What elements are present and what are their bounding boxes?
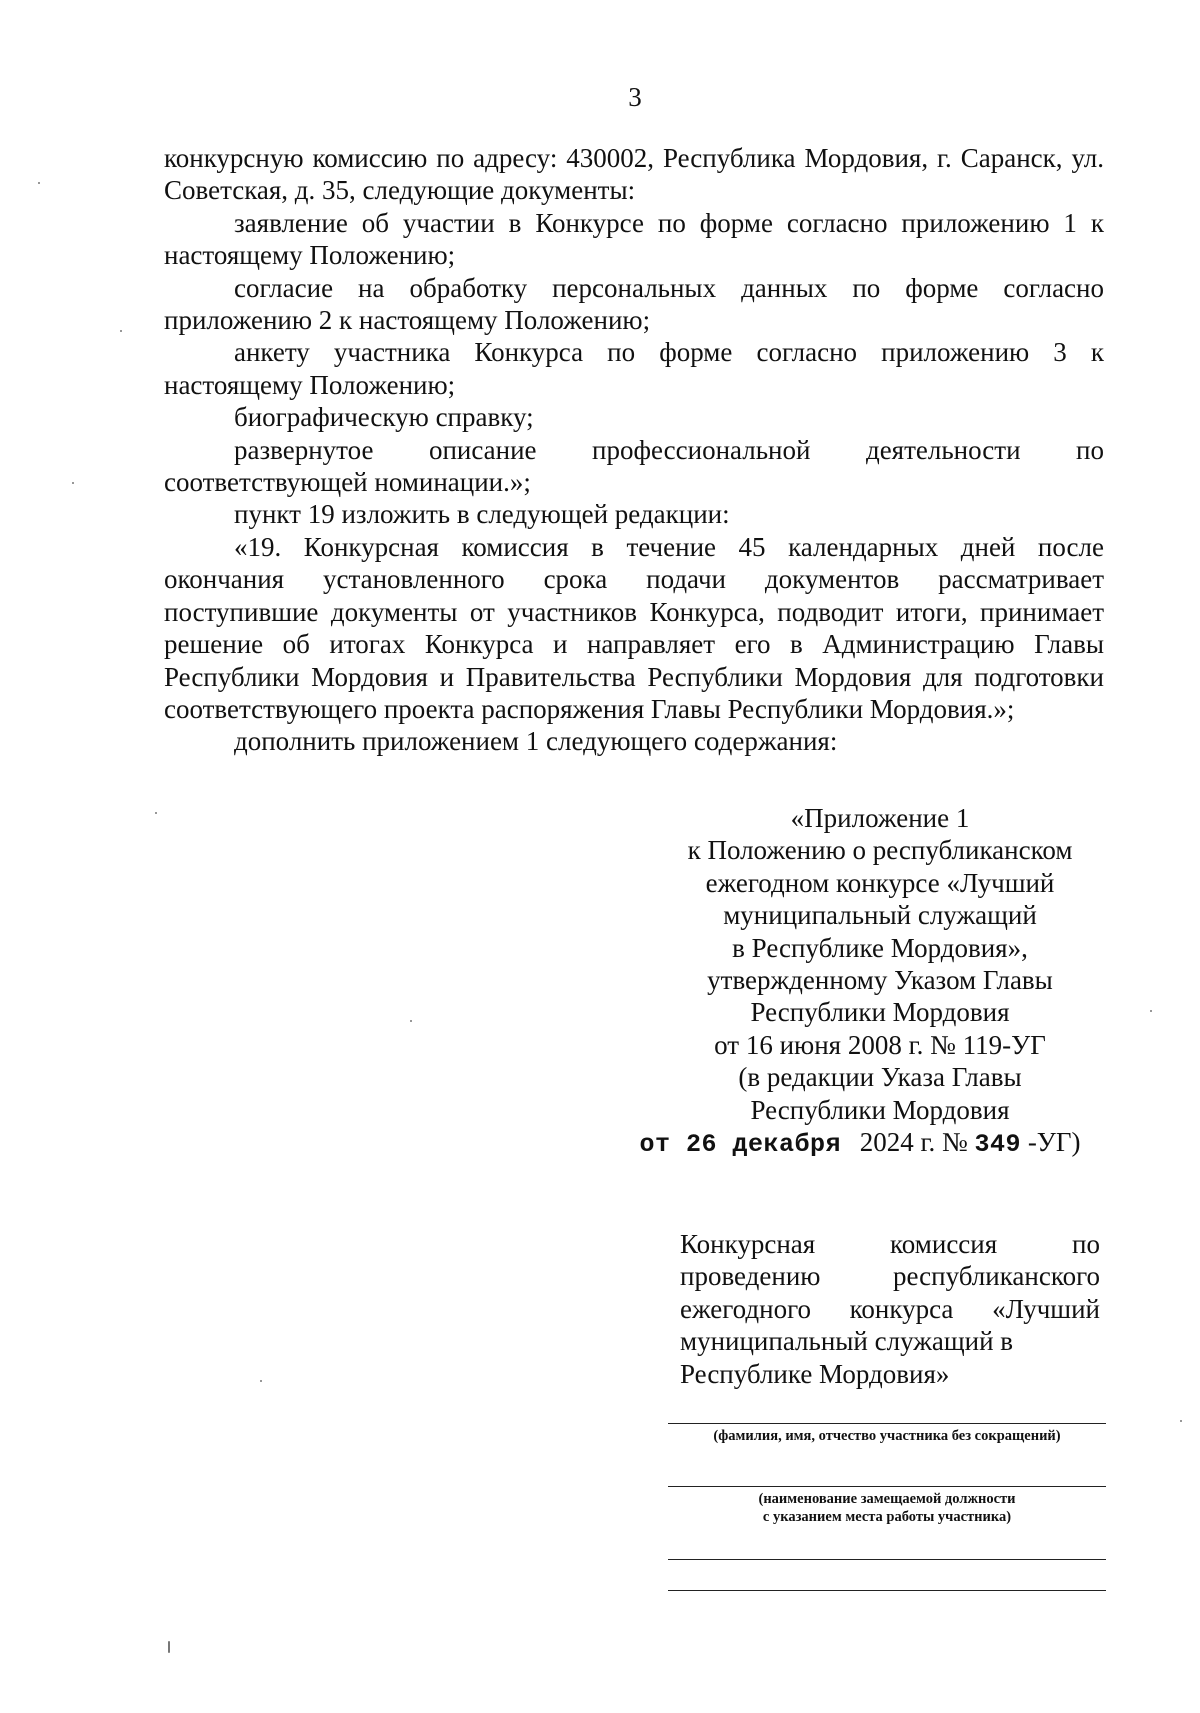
appendix-header-line: (в редакции Указа Главы [738, 1062, 1022, 1093]
paragraph-description: развернутое описание профессиональной деятельности по соответствующей номинации.»; [164, 434, 1104, 498]
scan-speck [38, 182, 40, 184]
appendix-header-line: Республики Мордовия [750, 1094, 1010, 1125]
paragraph-address: конкурсную комиссию по адресу: 430002, Республика Мордовия, г. Саранск, ул. Советская, д. 35, следующие документы: [164, 143, 1104, 206]
scan-speck [410, 1020, 412, 1022]
scan-speck [1150, 1010, 1152, 1012]
scan-speck [168, 1641, 170, 1653]
position-field-caption-1: (наименование замещаемой должности [758, 1491, 1016, 1507]
paragraph-questionnaire: анкету участника Конкурса по форме согласно приложению 3 к настоящему Положению; [164, 337, 1104, 400]
addressee-text: Конкурсная комиссия по проведению республиканского ежегодного конкурса «Лучший муниципальный служащий в [680, 1229, 1100, 1357]
decree-date-stamp: от 26 декабря [639, 1130, 841, 1160]
paragraph-clause-19-intro: пункт 19 изложить в следующей редакции: [234, 499, 730, 530]
scan-speck [72, 482, 74, 484]
paragraph-appendix-intro: дополнить приложением 1 следующего содержания: [234, 726, 838, 757]
body-text [164, 142, 1104, 758]
appendix-header-line: от 16 июня 2008 г. № 119-УГ [714, 1029, 1046, 1060]
name-field-line [668, 1423, 1106, 1424]
scan-speck [155, 812, 157, 814]
blank-field-line [668, 1559, 1106, 1560]
decree-number-stamp: 349 [974, 1130, 1022, 1160]
decree-line [620, 1126, 1100, 1161]
appendix-header-line: муниципальный служащий [723, 900, 1037, 931]
position-field-line [668, 1486, 1106, 1487]
scan-speck [1180, 1420, 1182, 1422]
appendix-header-line: «Приложение 1 [790, 803, 970, 833]
appendix-header [639, 802, 1100, 1161]
decree-year-prefix: 2024 г. № [859, 1127, 968, 1158]
addressee-block [680, 1228, 1100, 1390]
paragraph-biography: биографическую справку; [234, 402, 534, 433]
appendix-header-line: к Положению о республиканском [687, 835, 1073, 866]
addressee-text-end: Республике Мордовия» [680, 1358, 950, 1389]
appendix-header-line: ежегодном конкурсе «Лучший [705, 867, 1055, 898]
appendix-header-line: утвержденному Указом Главы [707, 965, 1053, 996]
name-field-caption: (фамилия, имя, отчество участника без сокращений) [713, 1428, 1061, 1444]
appendix-header-line: в Республике Мордовия», [732, 932, 1028, 963]
decree-suffix: -УГ) [1027, 1127, 1081, 1158]
page-number: 3 [628, 82, 642, 112]
paragraph-application: заявление об участии в Конкурсе по форме согласно приложению 1 к настоящему Положению; [164, 207, 1104, 271]
paragraph-clause-19: «19. Конкурсная комиссия в течение 45 календарных дней после окончания установленного срока подачи документов рассматривает поступившие документы от участников Конкурса, подводит итоги, принимает решение об итогах Конкурса и направляет его в Администрацию Главы Республики Мордовия и Правительства Республики Мордовия для подготовки соответствующего проекта распоряжения Главы Республики Мордовия.»; [164, 531, 1104, 724]
scan-speck [260, 1380, 262, 1382]
appendix-header-line: Республики Мордовия [750, 997, 1010, 1028]
blank-field-line [668, 1590, 1106, 1591]
paragraph-consent: согласие на обработку персональных данных по форме согласно приложению 2 к настоящему Положению; [164, 272, 1104, 336]
scan-speck [120, 330, 122, 332]
position-field-caption-2: с указанием места работы участника) [762, 1509, 1012, 1525]
